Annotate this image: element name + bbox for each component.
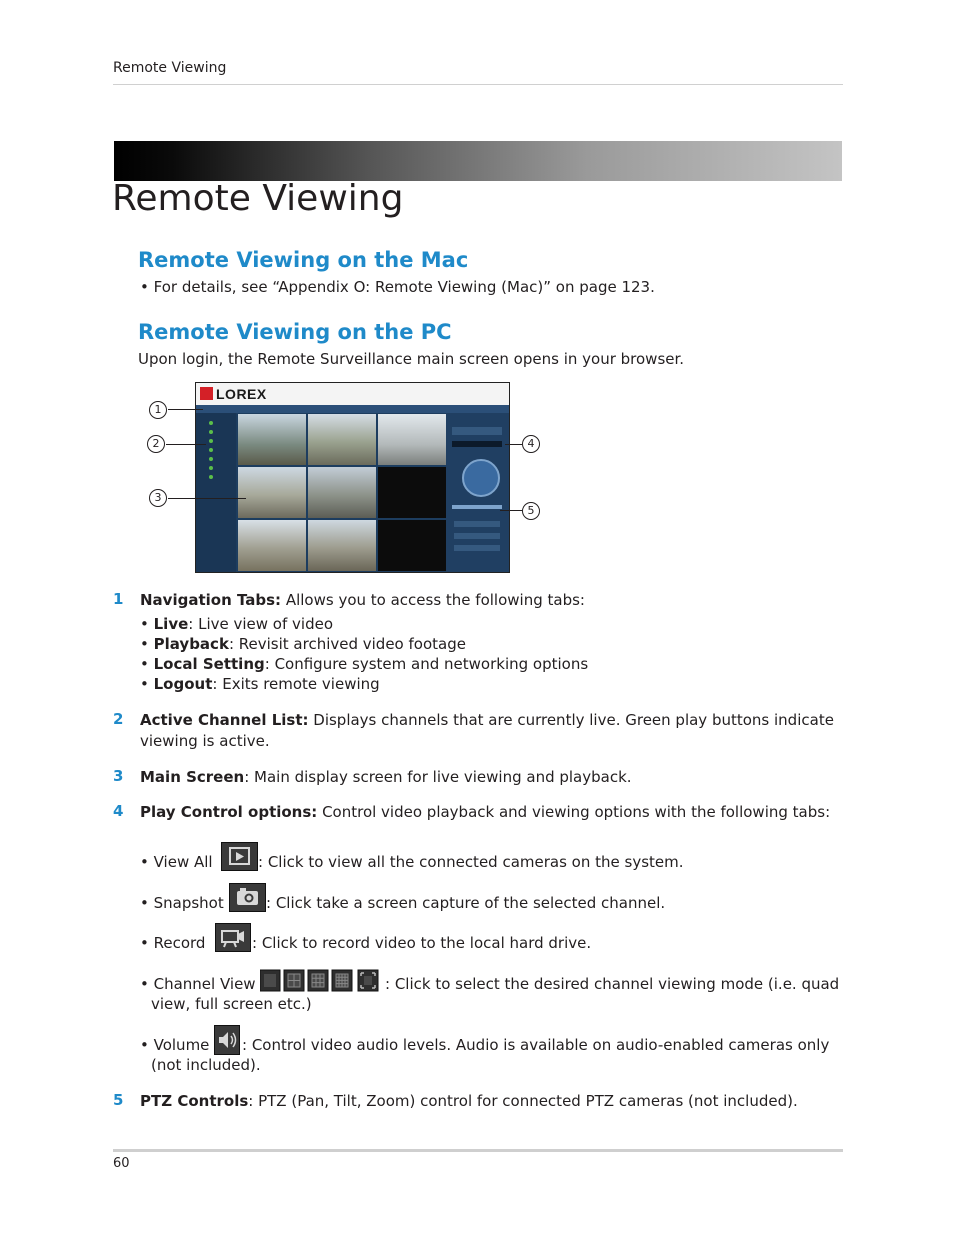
option-record: • Record (140, 934, 206, 952)
heading-mac: Remote Viewing on the Mac (138, 248, 469, 272)
item-label: Play Control options: (140, 803, 318, 821)
option-volume: • Volume (140, 1036, 210, 1054)
item-number: 3 (113, 767, 124, 785)
callout-2: 2 (147, 435, 165, 453)
item-main-screen: Main Screen: Main display screen for live viewing and playback. (140, 768, 632, 786)
tab-list-item: • Logout: Exits remote viewing (140, 675, 380, 693)
item-number: 2 (113, 710, 124, 728)
item-ptz-controls: PTZ Controls: PTZ (Pan, Tilt, Zoom) control for connected PTZ cameras (not included). (140, 1092, 798, 1110)
tab-list-item: • Live: Live view of video (140, 615, 334, 633)
item-label: Main Screen (140, 768, 245, 786)
footer-rule (113, 1149, 843, 1152)
camera-tile (308, 467, 376, 518)
screenshot-play-control-panel (446, 413, 509, 572)
callout-leader (500, 510, 522, 511)
camera-tile (308, 520, 376, 571)
camera-tile-empty (378, 467, 446, 518)
callout-4: 4 (522, 435, 540, 453)
item-active-channel-list: Active Channel List: Displays channels that are currently live. Green play buttons indicate (140, 711, 834, 729)
item-label: PTZ Controls (140, 1092, 249, 1110)
title-gradient-bar (114, 141, 842, 181)
page-number: 60 (113, 1156, 130, 1171)
callout-1: 1 (149, 401, 167, 419)
item-label: Navigation Tabs: (140, 591, 282, 609)
camera-tile (238, 467, 306, 518)
camera-tile (308, 414, 376, 465)
callout-5: 5 (522, 502, 540, 520)
callout-leader (168, 409, 203, 410)
channel-view-icons (260, 969, 380, 993)
option-volume-desc: : Control video audio levels. Audio is available on audio-enabled cameras only (242, 1036, 830, 1054)
heading-pc: Remote Viewing on the PC (138, 320, 452, 344)
ptz-dial (462, 459, 500, 497)
header-rule (113, 84, 843, 85)
callout-leader (168, 498, 246, 499)
mac-bullet: • For details, see “Appendix O: Remote Viewing (Mac)” on page 123. (140, 278, 655, 296)
camera-tile (238, 414, 306, 465)
option-channel-view-cont: view, full screen etc.) (151, 995, 312, 1013)
callout-3: 3 (149, 489, 167, 507)
option-channel-view-desc: : Click to select the desired channel viewing mode (i.e. quad (385, 975, 840, 993)
view-all-icon (221, 842, 258, 871)
lorex-logo: LOREX (216, 386, 267, 402)
screenshot-channel-list (196, 413, 236, 572)
tab-list-item: • Local Setting: Configure system and networking options (140, 655, 589, 673)
option-channel-view: • Channel View (140, 975, 256, 993)
record-icon (215, 923, 251, 952)
screenshot-header (196, 383, 509, 405)
callout-leader (505, 444, 522, 445)
option-volume-cont: (not included). (151, 1056, 261, 1074)
pc-intro: Upon login, the Remote Surveillance main screen opens in your browser. (138, 350, 685, 368)
item-navigation-tabs: Navigation Tabs: Allows you to access the following tabs: (140, 591, 585, 609)
option-record-desc: : Click to record video to the local hard drive. (252, 934, 592, 952)
tab-list-item: • Playback: Revisit archived video footage (140, 635, 466, 653)
item-play-control: Play Control options: Control video playback and viewing options with the following tabs: (140, 803, 831, 821)
option-view-all: • View All (140, 853, 213, 871)
item-number: 4 (113, 802, 124, 820)
item-label: Active Channel List: (140, 711, 309, 729)
volume-icon (214, 1025, 240, 1055)
item-continuation: viewing is active. (140, 732, 270, 750)
remote-viewing-screenshot (195, 382, 510, 573)
item-number: 5 (113, 1091, 124, 1109)
snapshot-icon (229, 883, 266, 912)
screenshot-navigation-tabs (196, 405, 509, 413)
running-header: Remote Viewing (113, 60, 227, 76)
page-title: Remote Viewing (112, 178, 404, 219)
option-snapshot: • Snapshot (140, 894, 224, 912)
callout-leader (166, 444, 206, 445)
camera-tile (238, 520, 306, 571)
option-view-all-desc: : Click to view all the connected cameras on the system. (258, 853, 684, 871)
camera-tile-empty (378, 520, 446, 571)
camera-tile (378, 414, 446, 465)
item-number: 1 (113, 590, 124, 608)
lorex-logo-mark (200, 387, 213, 400)
option-snapshot-desc: : Click take a screen capture of the selected channel. (266, 894, 666, 912)
